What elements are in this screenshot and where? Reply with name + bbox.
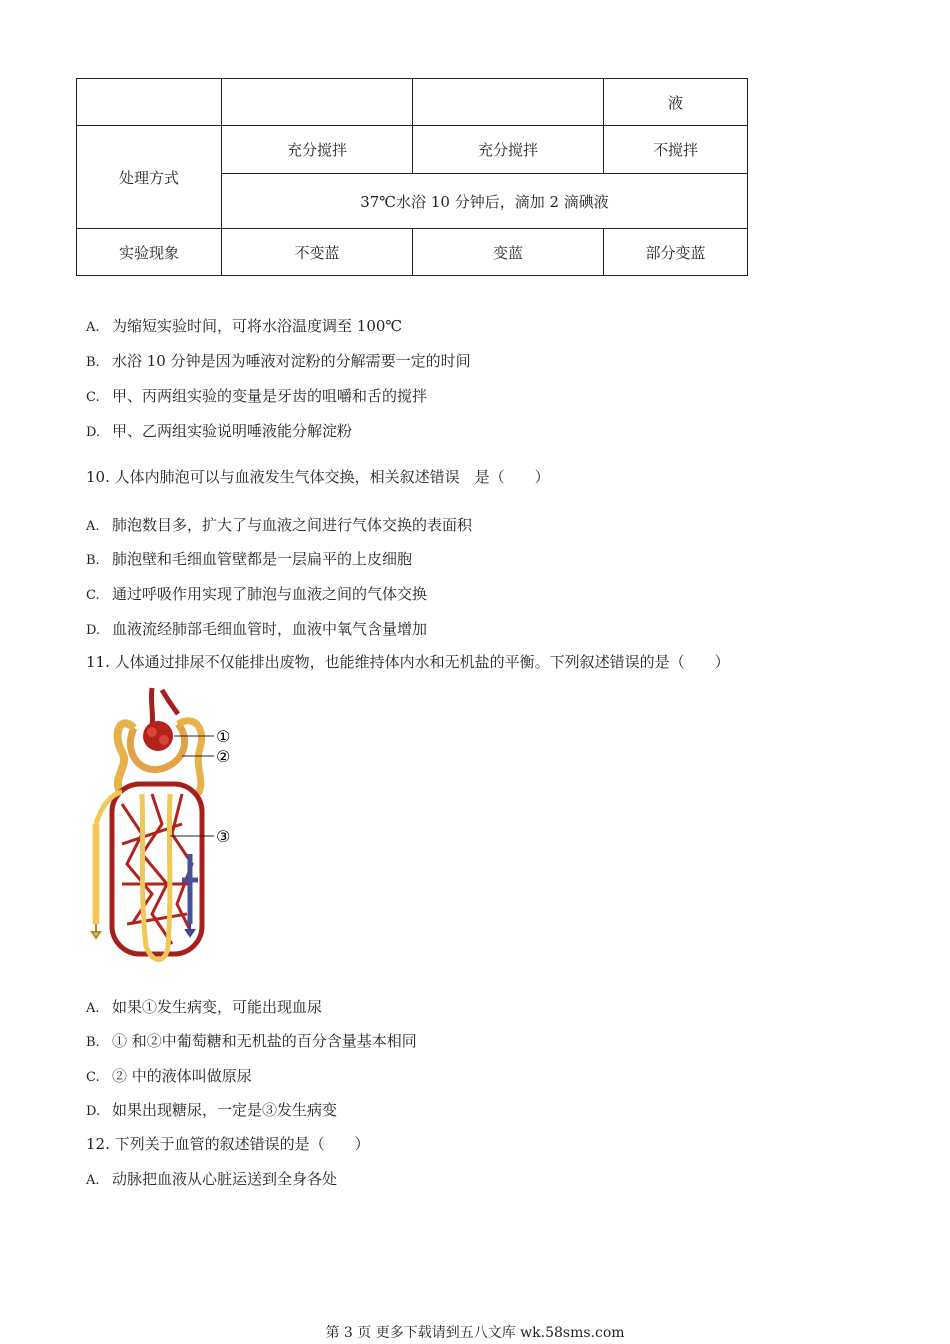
option-b	[86, 549, 412, 571]
option-text: 动脉把血液从心脏运送到全身各处	[112, 1170, 338, 1188]
question-11-stem: 11. 人体通过排尿不仅能排出废物，也能维持体内水和无机盐的平衡。下列叙述错误的是（ ）	[86, 653, 730, 671]
option-text: 肺泡数目多，扩大了与血液之间进行气体交换的表面积	[112, 516, 473, 534]
figure-label-1: ①	[216, 727, 231, 746]
option-letter: D.	[86, 425, 101, 440]
option-text: 如果出现糖尿，一定是③发生病变	[112, 1101, 338, 1119]
glomerulus	[143, 721, 173, 751]
option-b	[86, 1031, 417, 1053]
table-row	[77, 229, 748, 276]
option-text: 为缩短实验时间，可将水浴温度调至 100℃	[112, 317, 403, 335]
option-text: 如果①发生病变，可能出现血尿	[112, 998, 323, 1016]
figure-label-3: ③	[216, 827, 231, 846]
table-cell: 不变蓝	[222, 229, 413, 276]
option-letter: C.	[86, 390, 100, 405]
option-text: 甲、乙两组实验说明唾液能分解淀粉	[112, 422, 353, 440]
option-c	[86, 1066, 252, 1088]
experiment-table	[76, 78, 748, 276]
option-letter: D.	[86, 623, 101, 638]
option-d	[86, 619, 427, 641]
option-d	[86, 1100, 337, 1122]
option-text: 通过呼吸作用实现了肺泡与血液之间的气体交换	[112, 585, 428, 603]
table-cell: 充分搅拌	[222, 126, 413, 174]
question-12-stem: 12. 下列关于血管的叙述错误的是（ ）	[86, 1135, 370, 1153]
option-letter: C.	[86, 588, 100, 603]
option-c	[86, 584, 427, 606]
row-label-phenomenon: 实验现象	[77, 229, 222, 276]
option-text: ① 和②中葡萄糖和无机盐的百分含量基本相同	[112, 1032, 417, 1050]
table-cell: 充分搅拌	[413, 126, 604, 174]
option-letter: A.	[86, 1173, 100, 1188]
table-cell	[222, 79, 413, 126]
option-letter: D.	[86, 1104, 101, 1119]
option-a	[86, 1169, 337, 1191]
table-cell-merged: 37℃水浴 10 分钟后，滴加 2 滴碘液	[222, 174, 748, 229]
table-cell: 变蓝	[413, 229, 604, 276]
option-letter: B.	[86, 553, 100, 568]
question-10-stem: 10. 人体内肺泡可以与血液发生气体交换，相关叙述错误 是（ ）	[86, 468, 550, 486]
table-cell	[413, 79, 604, 126]
option-text: 肺泡壁和毛细血管壁都是一层扁平的上皮细胞	[112, 550, 413, 568]
table-row	[77, 126, 748, 174]
option-c	[86, 386, 427, 408]
table-cell: 不搅拌	[604, 126, 748, 174]
option-text: 水浴 10 分钟是因为唾液对淀粉的分解需要一定的时间	[112, 352, 471, 370]
figure-label-2: ②	[216, 747, 231, 766]
option-letter: A.	[86, 1001, 100, 1016]
table-cell	[77, 79, 222, 126]
option-a	[86, 515, 472, 537]
option-letter: B.	[86, 1035, 100, 1050]
table-cell: 部分变蓝	[604, 229, 748, 276]
table-row	[77, 79, 748, 126]
row-label-treatment: 处理方式	[77, 126, 222, 229]
option-b	[86, 351, 471, 373]
nephron-diagram	[82, 684, 262, 974]
option-letter: A.	[86, 320, 100, 335]
page-footer: 第 3 页 更多下载请到五八文库 wk.58sms.com	[325, 1325, 625, 1341]
option-a	[86, 997, 322, 1019]
table-cell: 液	[604, 79, 748, 126]
option-text: 甲、丙两组实验的变量是牙齿的咀嚼和舌的搅拌	[112, 387, 428, 405]
option-letter: A.	[86, 519, 100, 534]
option-text: ② 中的液体叫做原尿	[112, 1067, 252, 1085]
option-a	[86, 316, 402, 338]
option-d	[86, 421, 352, 443]
option-letter: B.	[86, 355, 100, 370]
option-letter: C.	[86, 1070, 100, 1085]
option-text: 血液流经肺部毛细血管时，血液中氧气含量增加	[112, 620, 428, 638]
